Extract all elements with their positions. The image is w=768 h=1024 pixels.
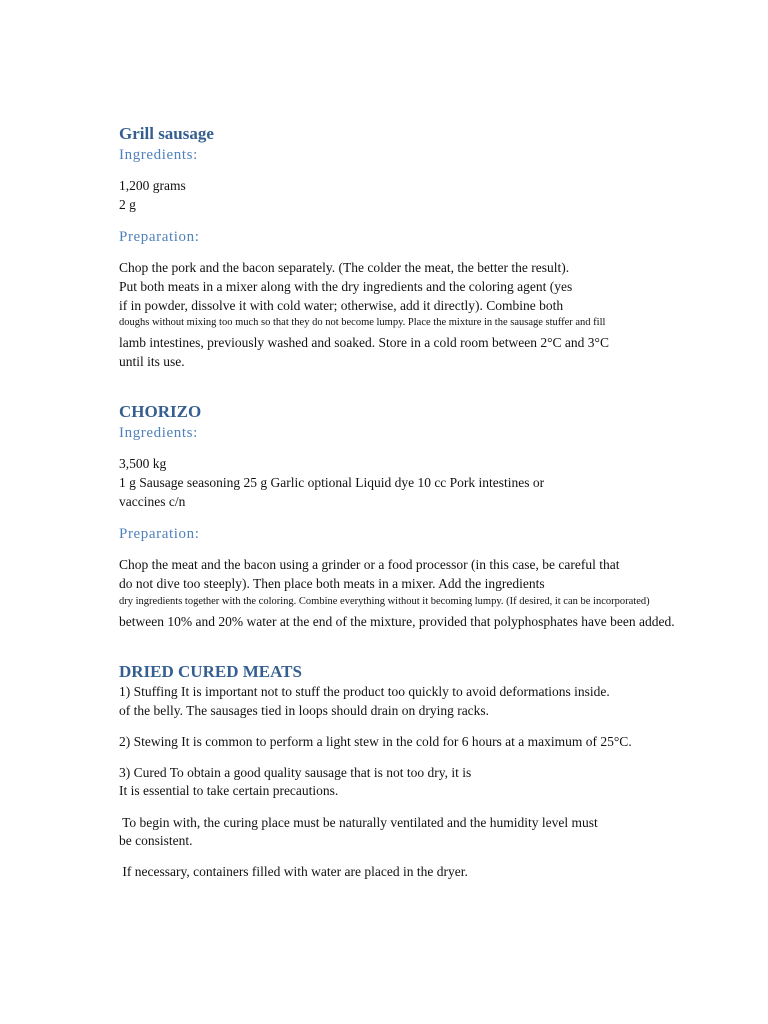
- cured-line: 3) Cured To obtain a good quality sausage that is not too dry, it is: [119, 765, 472, 780]
- dried-cured-meats-title: DRIED CURED MEATS: [119, 662, 302, 681]
- preparation-line: if in powder, dissolve it with cold water; otherwise, add it directly). Combine both: [119, 298, 564, 313]
- preparation-line: until its use.: [119, 354, 185, 369]
- preparation-line: Chop the meat and the bacon using a grinder or a food processor (in this case, be careful that: [119, 557, 620, 572]
- preparation-line: do not dive too steeply). Then place both meats in a mixer. Add the ingredients: [119, 576, 545, 591]
- grill-sausage-preparation-heading: Preparation:: [119, 229, 200, 245]
- ingredient-line: 1,200 grams: [119, 178, 186, 193]
- stuffing-line: of the belly. The sausages tied in loops should drain on drying racks.: [119, 703, 490, 718]
- ingredient-line: 2 g: [119, 197, 136, 212]
- preparation-line: Chop the pork and the bacon separately. (The colder the meat, the better the result).: [119, 260, 570, 275]
- ingredient-line: 1 g Sausage seasoning 25 g Garlic optional Liquid dye 10 cc Pork intestines or: [119, 475, 545, 490]
- stuffing-line: 1) Stuffing It is important not to stuff the product too quickly to avoid deformations inside.: [119, 684, 610, 699]
- chorizo-title: CHORIZO: [119, 402, 202, 421]
- preparation-line: between 10% and 20% water at the end of the mixture, provided that polyphosphates have been added.: [119, 614, 675, 629]
- curing-place-line: To begin with, the curing place must be naturally ventilated and the humidity level must: [119, 815, 598, 830]
- preparation-line: doughs without mixing too much so that they do not become lumpy. Place the mixture in the sausage stuffer and fill: [119, 317, 606, 328]
- containers-paragraph: If necessary, containers filled with water are placed in the dryer.: [119, 864, 468, 879]
- stewing-paragraph: 2) Stewing It is common to perform a light stew in the cold for 6 hours at a maximum of 25°C.: [119, 734, 632, 749]
- cured-line: It is essential to take certain precautions.: [119, 783, 339, 798]
- ingredient-line: 3,500 kg: [119, 456, 167, 471]
- grill-sausage-title: Grill sausage: [119, 124, 214, 143]
- curing-place-line: be consistent.: [119, 833, 193, 848]
- chorizo-preparation-heading: Preparation:: [119, 526, 200, 542]
- preparation-line: Put both meats in a mixer along with the dry ingredients and the coloring agent (yes: [119, 279, 573, 294]
- preparation-line: lamb intestines, previously washed and soaked. Store in a cold room between 2°C and 3°C: [119, 335, 609, 350]
- chorizo-ingredients-heading: Ingredients:: [119, 425, 198, 441]
- grill-sausage-ingredients-heading: Ingredients:: [119, 147, 198, 163]
- ingredient-line: vaccines c/n: [119, 494, 186, 509]
- preparation-line: dry ingredients together with the coloring. Combine everything without it becoming lumpy. (If desired, it can be incorporated): [119, 596, 650, 607]
